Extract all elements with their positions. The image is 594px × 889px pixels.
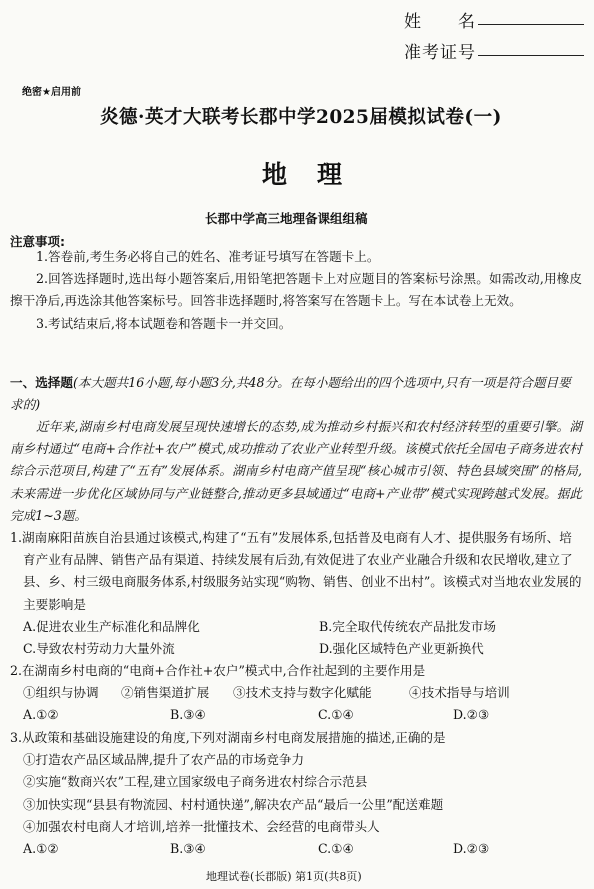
option-c[interactable]: C.①④ — [318, 841, 354, 857]
statement-row — [10, 682, 582, 704]
question-stem: 1.湖南麻阳苗族自治县通过该模式,构建了“五有”发展体系,包括普及电商有人才、提供服务有场所、培育产业有品牌、销售产品有渠道、持续发展有后劲,有效促进了农业产业融合升级和农民增收,建立了县、乡、村三级电商服务体系,村级服务站实现“购物、销售、创业不出村”。该模式对当地农业发展的主要影响是 — [10, 530, 582, 612]
exam-id-label: 准考证号 — [404, 43, 476, 63]
section-rule: (本大题共16小题,每小题3分,共48分。在每小题给出的四个选项中,只有一项是符合题目要求的) — [10, 375, 571, 413]
notice-list — [10, 246, 582, 335]
section-title: 一、选择题 — [10, 375, 73, 390]
option-b[interactable]: B.③④ — [170, 707, 206, 723]
notice-item: 3.考试结束后,将本试题卷和答题卡一并交回。 — [36, 315, 292, 331]
name-label: 姓 名 — [404, 12, 476, 32]
option-b[interactable]: B.③④ — [170, 841, 206, 857]
question-stem: 2.在湖南乡村电商的“电商+合作社+农户”模式中,合作社起到的主要作用是 — [10, 663, 426, 678]
organizer: 长郡中学高三地理备课组组稿 — [205, 211, 368, 226]
statement-item: ①打造农产品区域品牌,提升了农产品的市场竞争力 — [23, 752, 305, 768]
reading-passage: 近年来,湖南乡村电商发展呈现快速增长的态势,成为推动乡村振兴和农村经济转型的重要引擎。湖南乡村通过“电商+合作社+农户”模式,成功推动了农业产业转型升级。该模式依托全国电子商务进农村综合示范项目,构建了“五有”发展体系。湖南乡村电商产值呈现“核心城市引领、特色县域突围”的格局,未来需进一步优化区域协同与产业链整合,推动更多县域通过“电商+产业带”模式实现跨越式发展。据此完成1~3题。 — [10, 419, 582, 523]
statement-item: ③技术支持与数字化赋能 — [233, 685, 372, 701]
question-1 — [10, 527, 582, 660]
option-a[interactable]: A.促进农业生产标准化和品牌化 — [23, 618, 200, 634]
question-2 — [10, 660, 582, 727]
notice-heading: 注意事项: — [10, 234, 65, 249]
question-stem: 3.从政策和基础设施建设的角度,下列对湖南乡村电商发展措施的描述,正确的是 — [10, 730, 446, 745]
option-row — [10, 616, 582, 638]
section-heading — [10, 372, 582, 416]
option-row — [10, 638, 582, 660]
option-d[interactable]: D.强化区域特色产业更新换代 — [319, 641, 484, 657]
option-d[interactable]: D.②③ — [453, 841, 490, 857]
option-c[interactable]: C.①④ — [318, 707, 354, 723]
exam-title: 炎德·英才大联考长郡中学2025届模拟试卷(一) — [100, 107, 502, 128]
option-c[interactable]: C.导致农村劳动力大量外流 — [23, 641, 175, 657]
name-field-line — [478, 6, 584, 25]
statement-item: ③加快实现“县县有物流园、村村通快递”,解决农产品“最后一公里”配送难题 — [23, 796, 444, 812]
option-a[interactable]: A.①② — [23, 707, 59, 723]
page-footer: 地理试卷(长郡版) 第1页(共8页) — [206, 870, 362, 883]
statement-item: ②实施“数商兴农”工程,建立国家级电子商务进农村综合示范县 — [23, 774, 368, 790]
notice-item: 1.答卷前,考生务必将自己的姓名、准考证号填写在答题卡上。 — [36, 249, 380, 264]
statement-item: ②销售渠道扩展 — [121, 685, 210, 701]
option-d[interactable]: D.②③ — [453, 707, 490, 723]
option-a[interactable]: A.①② — [23, 841, 59, 857]
statement-item: ④技术指导与培训 — [409, 685, 510, 701]
option-b[interactable]: B.完全取代传统农产品批发市场 — [319, 618, 496, 634]
exam-id-field-line — [478, 37, 584, 56]
question-3 — [10, 727, 582, 860]
option-row — [10, 704, 582, 726]
notice-item: 2.回答选择题时,选出每小题答案后,用铅笔把答题卡上对应题目的答案标号涂黑。如需改动,用橡皮擦干净后,再选涂其他答案标号。回答非选择题时,将答案写在答题卡上。写在本试卷上无效。 — [10, 271, 582, 309]
statement-item: ④加强农村电商人才培训,培养一批懂技术、会经营的电商带头人 — [23, 818, 380, 834]
subject-title: 地理 — [262, 160, 373, 189]
option-row — [10, 838, 582, 860]
statement-item: ①组织与协调 — [23, 685, 99, 701]
secret-mark: 绝密★启用前 — [22, 87, 81, 98]
